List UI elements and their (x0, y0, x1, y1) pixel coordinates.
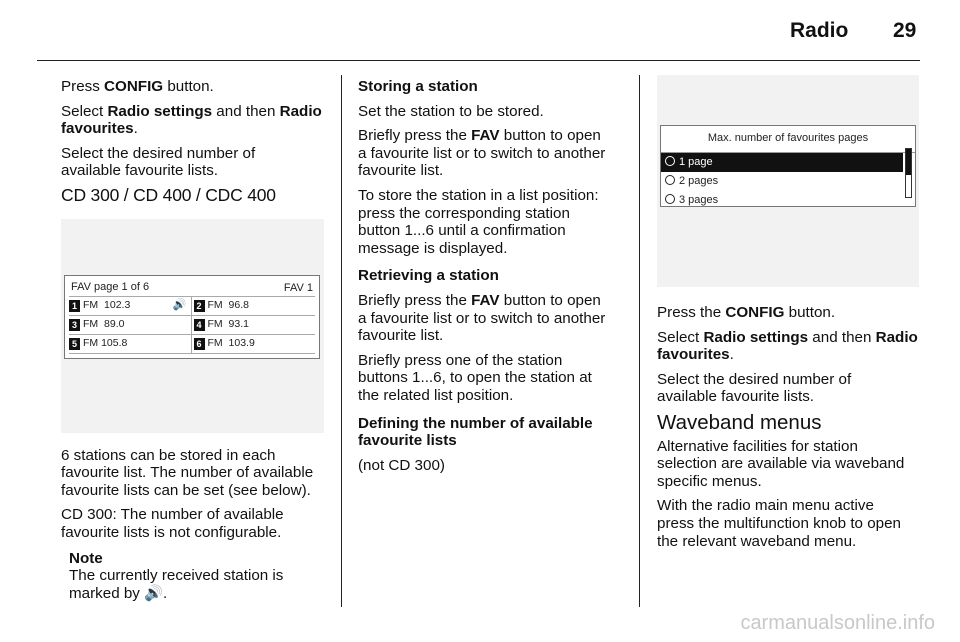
note-text: The currently received station is marked by 🔊. (69, 567, 284, 602)
paragraph: 6 stations can be stored in each favourite list. The number of available favourite lists can be set (see below). (61, 446, 314, 499)
fav-slot-6: 6 FM 103.9 (191, 335, 316, 353)
watermark: carmanualsonline.info (740, 612, 935, 634)
page-title: Radio (790, 19, 849, 42)
paragraph: Set the station to be stored. (358, 102, 544, 120)
option-3-pages: 3 pages (661, 191, 915, 210)
column-1 (61, 78, 329, 602)
fav-slot-1: 1 FM 102.3 🔊 (69, 297, 191, 315)
column-2 (358, 78, 628, 481)
column-divider-2 (639, 75, 640, 607)
paragraph: Alternative facilities for station selection are available via waveband specific menus. (657, 437, 905, 490)
fav-tab-label: FAV 1 (283, 281, 313, 294)
fav-screen-illustration (61, 219, 324, 433)
paragraph: Briefly press the FAV button to open a favourite list or to switch to another favourite list. (358, 127, 606, 180)
fav-slot-4: 4 FM 93.1 (191, 316, 316, 334)
paragraph: Select Radio settings and then Radio favourites. (61, 102, 322, 138)
paragraph: Select Radio settings and then Radio favourites. (657, 328, 918, 364)
page-number: 29 (893, 19, 917, 42)
fav-slot-5: 5 FM 105.8 (69, 335, 191, 353)
speaker-icon: 🔊 (172, 298, 187, 311)
pages-menu-title: Max. number of favourites pages (661, 126, 915, 153)
fav-slot-2: 2 FM 96.8 (191, 297, 316, 315)
paragraph: Press the CONFIG button. (657, 304, 836, 321)
paragraph: CD 300: The number of available favourite lists is not configurable. (61, 506, 284, 541)
fav-row (69, 334, 315, 354)
paragraph: With the radio main menu active press the multifunction knob to open the relevant waveband menu. (657, 497, 901, 550)
radio-icon (665, 194, 675, 204)
fav-row (69, 315, 315, 334)
paragraph: Briefly press one of the station buttons 1...6, to open the station at the related list position. (358, 351, 592, 404)
fav-display (64, 275, 320, 359)
option-1-page: 1 page (661, 153, 903, 172)
section-heading: CD 300 / CD 400 / CDC 400 (61, 184, 276, 205)
paragraph: Press CONFIG button. (61, 78, 214, 95)
fav-grid (69, 296, 315, 354)
column-divider-1 (341, 75, 342, 607)
pages-screen-illustration (657, 75, 919, 287)
paragraph: Select the desired number of available favourite lists. (657, 370, 852, 406)
pages-display (660, 125, 916, 207)
header-rule (37, 60, 920, 61)
scrollbar (905, 148, 912, 198)
note-title: Note (69, 549, 103, 567)
subheading: Storing a station (358, 78, 478, 95)
subheading: Retrieving a station (358, 267, 499, 285)
fav-slot-3: 3 FM 89.0 (69, 316, 191, 334)
option-2-pages: 2 pages (661, 172, 915, 191)
fav-page-title: FAV page 1 of 6 (71, 280, 150, 293)
subheading: Defining the number of available favourite lists (358, 414, 593, 450)
column-3 (657, 78, 925, 557)
fav-row (69, 296, 315, 315)
paragraph: To store the station in a list position: press the corresponding station button 1...6 until a confirmation message is displayed. (358, 186, 599, 257)
paragraph: (not CD 300) (358, 456, 445, 474)
page-header (0, 0, 960, 60)
section-heading: Waveband menus (657, 410, 822, 434)
paragraph: Select the desired number of available favourite lists. (61, 144, 256, 180)
speaker-icon: 🔊 (144, 584, 164, 602)
radio-icon (665, 156, 675, 166)
paragraph: Briefly press the FAV button to open a favourite list or to switch to another favourite list. (358, 291, 606, 345)
radio-icon (665, 175, 675, 185)
note-box (69, 550, 329, 603)
